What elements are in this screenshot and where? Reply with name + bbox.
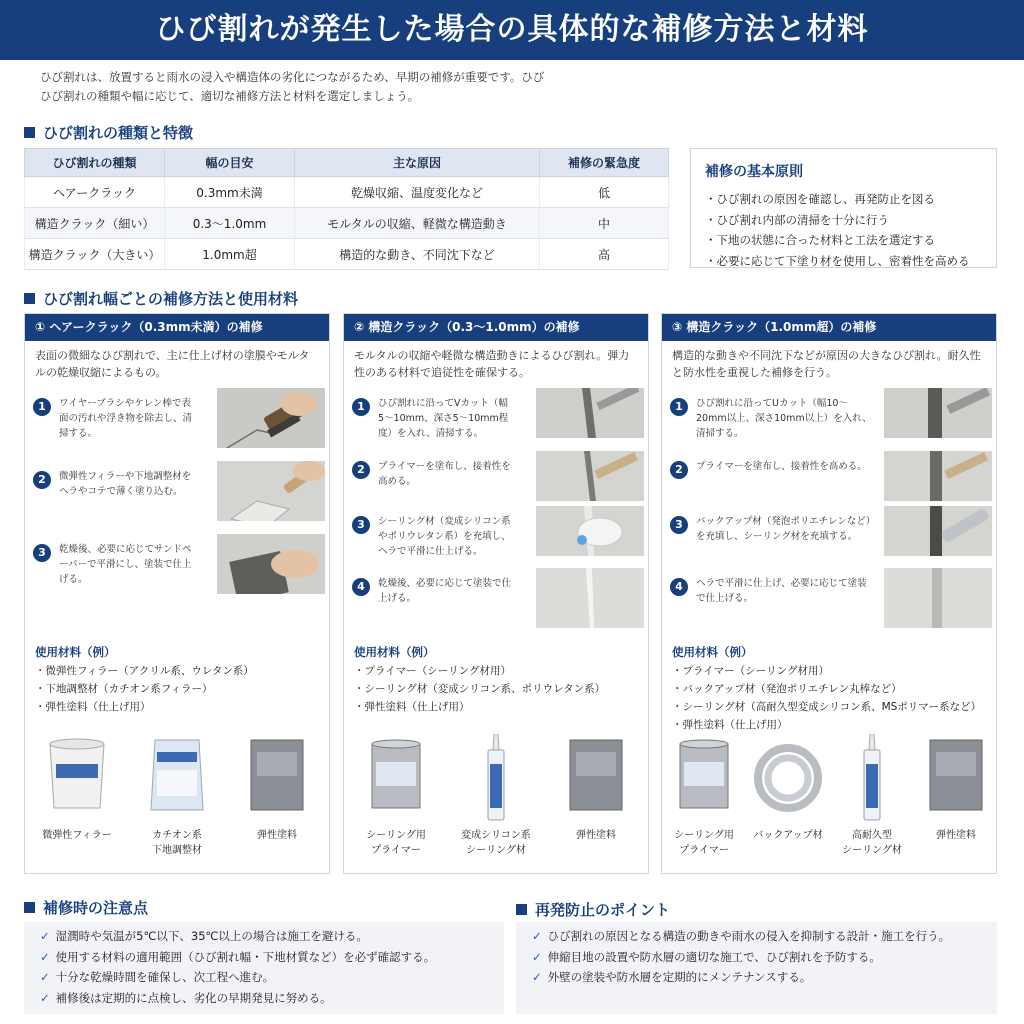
step-text: ヘラで平滑に仕上げ、必要に応じて塗装で仕上げる。 xyxy=(696,578,867,604)
product-images xyxy=(662,734,996,864)
table-cell: 1.0mm超 xyxy=(165,239,295,270)
step-text: 乾燥後、必要に応じてサンドペーパーで平滑にし、塗装で仕上げる。 xyxy=(59,544,192,585)
repair-step xyxy=(33,469,323,531)
method-column-3 xyxy=(661,313,997,874)
material-item: ・微弾性フィラー（アクリル系、ウレタン系） xyxy=(35,665,254,677)
prevention-title-text: 再発防止のポイント xyxy=(535,901,671,919)
material-item: ・バックアップ材（発泡ポリエチレン丸棒など） xyxy=(672,683,902,695)
material-item: ・弾性塗料（仕上げ用） xyxy=(354,701,470,713)
page-title: ひび割れが発生した場合の具体的な補修方法と材料 xyxy=(0,0,1024,60)
column-heading: ① ヘアークラック（0.3mm未満）の補修 xyxy=(25,314,329,341)
table-cell: モルタルの収縮、軽微な構造動き xyxy=(295,208,540,239)
methods-title-text: ひび割れ幅ごとの補修方法と使用材料 xyxy=(43,290,299,308)
backup-rod-photo xyxy=(884,506,992,566)
column-description: 構造的な動きや不同沈下などが原因の大きなひび割れ。耐久性と防水性を重視した補修を行う。 xyxy=(672,349,981,379)
notes-section-title xyxy=(24,897,148,918)
step-text: バックアップ材（発泡ポリエチレンなど）を充填し、シーリング材を充填する。 xyxy=(696,516,876,542)
method-column-1 xyxy=(24,313,330,874)
list-item xyxy=(40,926,488,947)
step-number: 3 xyxy=(670,516,688,534)
product-images xyxy=(344,734,648,864)
check-icon: ✓ xyxy=(40,990,50,1005)
step-text: プライマーを塗布し、接着性を高める。 xyxy=(696,461,867,472)
table-cell: 構造クラック（大きい） xyxy=(25,239,165,270)
product-label: 弾性塗料 xyxy=(936,830,976,841)
step-number: 1 xyxy=(670,398,688,416)
cartridge-icon xyxy=(481,734,511,824)
method-column-2 xyxy=(343,313,649,874)
list-item xyxy=(40,967,488,988)
step-number: 1 xyxy=(33,398,51,416)
can-icon xyxy=(247,734,307,814)
product-item xyxy=(830,734,914,864)
sealant-gun-photo xyxy=(536,506,644,566)
materials-list xyxy=(672,662,981,734)
step-number: 2 xyxy=(670,461,688,479)
product-label: 高耐久型 シーリング材 xyxy=(842,830,902,856)
table-header-row xyxy=(25,149,669,177)
repair-step xyxy=(670,396,990,458)
section-marker-icon xyxy=(24,293,35,304)
product-label: シーリング用 プライマー xyxy=(674,830,734,856)
backup-rod-icon xyxy=(752,734,824,814)
material-item: ・下地調整材（カチオン系フィラー） xyxy=(35,683,213,695)
product-label: バックアップ材 xyxy=(753,830,823,841)
materials-list xyxy=(35,662,254,716)
table-cell: 乾燥収縮、温度変化など xyxy=(295,177,540,208)
note-text: 十分な乾燥時間を確保し、次工程へ進む。 xyxy=(55,970,275,984)
column-heading: ② 構造クラック（0.3〜1.0mm）の補修 xyxy=(344,314,648,341)
primer-brush-photo xyxy=(884,451,992,511)
repair-step xyxy=(33,542,323,604)
table-cell: 低 xyxy=(540,177,669,208)
principle-item: ・ひび割れの原因を確認し、再発防止を図る xyxy=(705,192,935,206)
crack-types-table xyxy=(24,148,669,270)
table-cell: 構造的な動き、不同沈下など xyxy=(295,239,540,270)
step-text: プライマーを塗布し、接着性を高める。 xyxy=(378,461,511,487)
methods-section-title xyxy=(24,288,298,309)
step-text: ひび割れに沿ってVカット（幅5〜10mm、深さ5〜10mm程度）を入れ、清掃する。 xyxy=(378,398,509,439)
table-header: 主な原因 xyxy=(295,149,540,177)
material-item: ・弾性塗料（仕上げ用） xyxy=(35,701,151,713)
check-icon: ✓ xyxy=(532,970,542,984)
can-icon xyxy=(566,734,626,814)
repair-step xyxy=(352,576,642,638)
section-marker-icon xyxy=(516,904,527,915)
step-number: 3 xyxy=(352,516,370,534)
table-cell: 高 xyxy=(540,239,669,270)
product-item xyxy=(746,734,830,864)
bag-icon xyxy=(147,734,207,814)
list-item xyxy=(40,988,488,1009)
note-text: 湿潤時や気温が5℃以下、35℃以上の場合は施工を避ける。 xyxy=(55,929,368,943)
principles-title: 補修の基本原則 xyxy=(705,164,803,180)
repair-step xyxy=(352,396,642,458)
principle-item: ・ひび割れ内部の清掃を十分に行う xyxy=(705,212,889,227)
step-text: ワイヤーブラシやケレン棒で表面の汚れや浮き物を除去し、清掃する。 xyxy=(59,398,193,439)
table-row xyxy=(25,239,669,270)
primer-can-icon xyxy=(366,734,426,814)
column-description: モルタルの収縮や軽微な構造動きによるひび割れ。弾力性のある材料で追従性を確保する。 xyxy=(354,349,630,379)
intro-line-2: ひび割れの種類や幅に応じて、適切な補修方法と材料を選定しましょう。 xyxy=(40,89,420,103)
product-item xyxy=(446,734,546,864)
prevention-list xyxy=(516,922,997,1014)
prevention-section-title xyxy=(516,899,670,920)
notes-title-text: 補修時の注意点 xyxy=(43,899,149,917)
step-number: 2 xyxy=(352,461,370,479)
product-item xyxy=(662,734,746,864)
repair-step xyxy=(670,576,990,638)
materials-list xyxy=(354,662,605,716)
finished-wall-photo xyxy=(884,568,992,628)
can-icon xyxy=(926,734,986,814)
product-item xyxy=(227,734,327,864)
section-marker-icon xyxy=(24,127,35,138)
product-item xyxy=(127,734,227,864)
check-icon: ✓ xyxy=(532,949,542,964)
wire-brush-photo xyxy=(217,388,325,448)
table-header: 補修の緊急度 xyxy=(540,149,669,177)
intro-text xyxy=(40,68,980,106)
materials-title: 使用材料（例） xyxy=(672,645,753,659)
types-section-title xyxy=(24,122,193,143)
repair-step xyxy=(33,396,323,458)
finished-wall-photo xyxy=(536,568,644,628)
step-number: 4 xyxy=(670,578,688,596)
repair-step xyxy=(352,514,642,576)
table-header: 幅の目安 xyxy=(165,149,295,177)
prevention-text: ひび割れの原因となる構造の動きや雨水の侵入を抑制する設計・施工を行う。 xyxy=(547,929,951,943)
material-item: ・プライマー（シーリング材用） xyxy=(354,665,511,677)
product-images xyxy=(25,734,329,864)
v-cut-photo xyxy=(536,388,644,448)
product-label: 変成シリコン系 シーリング材 xyxy=(461,830,531,856)
step-text: 乾燥後、必要に応じて塗装で仕上げる。 xyxy=(378,578,512,604)
principle-item: ・下地の状態に合った材料と工法を選定する xyxy=(705,233,935,247)
cartridge-icon xyxy=(857,734,887,824)
table-header: ひび割れの種類 xyxy=(25,149,165,177)
list-item xyxy=(532,967,981,988)
step-number: 1 xyxy=(352,398,370,416)
table-row xyxy=(25,208,669,239)
product-label: カチオン系 下地調整材 xyxy=(152,830,202,856)
bucket-icon xyxy=(42,734,112,814)
spatula-photo xyxy=(217,461,325,521)
primer-brush-photo xyxy=(536,451,644,511)
check-icon: ✓ xyxy=(40,970,50,984)
material-item: ・プライマー（シーリング材用） xyxy=(672,665,829,677)
table-row xyxy=(25,177,669,208)
table-cell: 中 xyxy=(540,208,669,239)
product-label: 微弾性フィラー xyxy=(42,830,112,841)
step-number: 2 xyxy=(33,471,51,489)
u-cut-photo xyxy=(884,388,992,448)
table-cell: ヘアークラック xyxy=(25,177,165,208)
prevention-text: 伸縮目地の設置や防水層の適切な施工で、ひび割れを予防する。 xyxy=(547,949,881,964)
product-item xyxy=(914,734,998,864)
step-text: ひび割れに沿ってUカット（幅10〜20mm以上、深さ10mm以上）を入れ、清掃する。 xyxy=(696,398,872,439)
list-item xyxy=(532,947,981,968)
column-heading: ③ 構造クラック（1.0mm超）の補修 xyxy=(662,314,996,341)
product-item xyxy=(346,734,446,864)
list-item xyxy=(532,926,981,947)
material-item: ・シーリング材（変成シリコン系、ポリウレタン系） xyxy=(354,683,606,695)
check-icon: ✓ xyxy=(40,929,50,943)
product-label: 弾性塗料 xyxy=(257,830,297,841)
material-item: ・弾性塗料（仕上げ用） xyxy=(672,719,788,731)
product-label: シーリング用 プライマー xyxy=(366,830,426,856)
column-description: 表面の微細なひび割れで、主に仕上げ材の塗膜やモルタルの乾燥収縮によるもの。 xyxy=(35,349,310,379)
step-text: シーリング材（変成シリコン系やポリウレタン系）を充填し、ヘラで平滑に仕上げる。 xyxy=(378,516,511,557)
step-number: 3 xyxy=(33,544,51,562)
table-cell: 構造クラック（細い） xyxy=(25,208,165,239)
product-label: 弾性塗料 xyxy=(576,830,616,841)
check-icon: ✓ xyxy=(532,929,542,943)
repair-step xyxy=(670,514,990,576)
step-number: 4 xyxy=(352,578,370,596)
principle-item: ・必要に応じて下塗り材を使用し、密着性を高める xyxy=(705,253,970,268)
materials-title: 使用材料（例） xyxy=(354,645,435,659)
primer-can-icon xyxy=(674,734,734,814)
notes-list xyxy=(24,922,504,1014)
note-text: 使用する材料の適用範囲（ひび割れ幅・下地材質など）を必ず確認する。 xyxy=(55,949,436,964)
table-cell: 0.3〜1.0mm xyxy=(165,208,295,239)
list-item xyxy=(40,947,488,968)
product-item xyxy=(27,734,127,864)
material-item: ・シーリング材（高耐久型変成シリコン系、MSポリマー系など） xyxy=(672,701,982,713)
prevention-text: 外壁の塗装や防水層を定期的にメンテナンスする。 xyxy=(547,970,812,984)
table-cell: 0.3mm未満 xyxy=(165,177,295,208)
note-text: 補修後は定期的に点検し、劣化の早期発見に努める。 xyxy=(55,990,332,1005)
types-title-text: ひび割れの種類と特徴 xyxy=(43,124,194,142)
product-item xyxy=(546,734,646,864)
step-text: 微弾性フィラーや下地調整材をヘラやコテで薄く塗り込む。 xyxy=(59,471,192,497)
principles-box xyxy=(690,148,997,268)
intro-line-1: ひび割れは、放置すると雨水の浸入や構造体の劣化につながるため、早期の補修が重要です。ひび xyxy=(40,70,545,84)
check-icon: ✓ xyxy=(40,949,50,964)
section-marker-icon xyxy=(24,902,35,913)
materials-title: 使用材料（例） xyxy=(35,645,116,659)
sandpaper-photo xyxy=(217,534,325,594)
